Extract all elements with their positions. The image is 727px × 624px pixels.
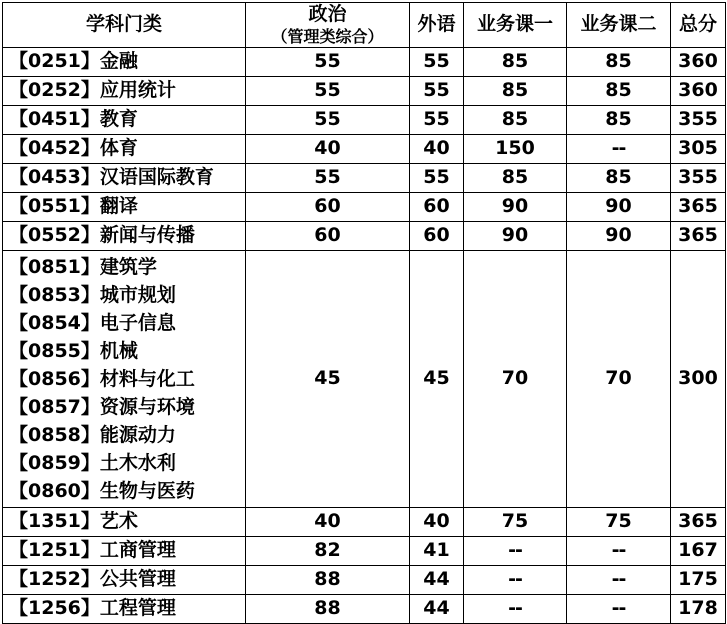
cell-total: 355 — [671, 106, 726, 135]
table-row-group — [3, 251, 726, 508]
header-politics — [246, 3, 410, 48]
cell-major: 【0451】教育 — [3, 106, 246, 135]
cell-prof2: -- — [567, 595, 671, 624]
cell-total: 360 — [671, 48, 726, 77]
cell-prof1: 85 — [464, 77, 567, 106]
cell-prof1: 75 — [464, 508, 567, 537]
header-major: 学科门类 — [3, 3, 246, 48]
table-row — [3, 106, 726, 135]
cell-foreign: 40 — [410, 508, 464, 537]
cell-politics: 55 — [246, 77, 410, 106]
cell-politics: 45 — [246, 251, 410, 508]
cell-prof1: 85 — [464, 164, 567, 193]
cell-foreign: 55 — [410, 77, 464, 106]
group-major-item: 【0860】生物与医药 — [9, 480, 195, 502]
group-major-item: 【0851】建筑学 — [9, 256, 157, 278]
cell-foreign: 45 — [410, 251, 464, 508]
cell-prof1: 150 — [464, 135, 567, 164]
cell-total: 167 — [671, 537, 726, 566]
cell-total: 355 — [671, 164, 726, 193]
cell-major: 【0552】新闻与传播 — [3, 222, 246, 251]
group-major-item: 【0856】材料与化工 — [9, 368, 195, 390]
cell-prof2: 85 — [567, 77, 671, 106]
cell-politics: 40 — [246, 135, 410, 164]
cell-total: 365 — [671, 508, 726, 537]
cell-prof1: 85 — [464, 48, 567, 77]
cell-prof2: -- — [567, 537, 671, 566]
group-major-item: 【0858】能源动力 — [9, 424, 176, 446]
cell-politics: 55 — [246, 106, 410, 135]
table-header — [3, 3, 726, 48]
cell-foreign: 55 — [410, 164, 464, 193]
cell-prof1: -- — [464, 595, 567, 624]
group-major-item: 【0857】资源与环境 — [9, 396, 195, 418]
cell-total: 360 — [671, 77, 726, 106]
cell-prof2: 85 — [567, 164, 671, 193]
cell-foreign: 55 — [410, 106, 464, 135]
cell-prof2: 85 — [567, 48, 671, 77]
header-foreign: 外语 — [410, 3, 464, 48]
cell-prof2: 75 — [567, 508, 671, 537]
score-table — [2, 2, 726, 624]
table-row — [3, 193, 726, 222]
cell-foreign: 60 — [410, 193, 464, 222]
cell-prof1: 90 — [464, 193, 567, 222]
cell-prof2: 70 — [567, 251, 671, 508]
header-prof1: 业务课一 — [464, 3, 567, 48]
cell-major: 【1256】工程管理 — [3, 595, 246, 624]
cell-total: 300 — [671, 251, 726, 508]
cell-major: 【0251】金融 — [3, 48, 246, 77]
cell-major: 【0252】应用统计 — [3, 77, 246, 106]
table-row — [3, 77, 726, 106]
cell-prof2: 85 — [567, 106, 671, 135]
cell-politics: 55 — [246, 48, 410, 77]
cell-prof1: 70 — [464, 251, 567, 508]
cell-foreign: 40 — [410, 135, 464, 164]
cell-foreign: 60 — [410, 222, 464, 251]
cell-politics: 40 — [246, 508, 410, 537]
cell-major: 【0453】汉语国际教育 — [3, 164, 246, 193]
header-politics-line2: （管理类综合） — [271, 26, 384, 46]
header-prof2: 业务课二 — [567, 3, 671, 48]
cell-prof2: 90 — [567, 193, 671, 222]
table-row — [3, 164, 726, 193]
cell-major: 【0551】翻译 — [3, 193, 246, 222]
group-major-item: 【0853】城市规划 — [9, 284, 176, 306]
cell-total: 365 — [671, 222, 726, 251]
header-politics-line1: 政治 — [308, 3, 347, 26]
cell-politics: 88 — [246, 595, 410, 624]
cell-politics: 60 — [246, 193, 410, 222]
cell-major: 【1251】工商管理 — [3, 537, 246, 566]
table-row — [3, 48, 726, 77]
cell-foreign: 44 — [410, 595, 464, 624]
cell-prof2: 90 — [567, 222, 671, 251]
header-total: 总分 — [671, 3, 726, 48]
cell-politics: 60 — [246, 222, 410, 251]
table-row — [3, 135, 726, 164]
group-major-item: 【0855】机械 — [9, 340, 138, 362]
cell-major: 【1351】艺术 — [3, 508, 246, 537]
cell-prof2: -- — [567, 566, 671, 595]
cell-prof1: 85 — [464, 106, 567, 135]
cell-prof1: -- — [464, 537, 567, 566]
cell-total: 178 — [671, 595, 726, 624]
table-row — [3, 566, 726, 595]
cell-prof1: 90 — [464, 222, 567, 251]
cell-major: 【1252】公共管理 — [3, 566, 246, 595]
cell-foreign: 44 — [410, 566, 464, 595]
cell-major-group — [3, 251, 246, 508]
table-row — [3, 595, 726, 624]
cell-total: 175 — [671, 566, 726, 595]
table-row — [3, 508, 726, 537]
cell-politics: 88 — [246, 566, 410, 595]
cell-major: 【0452】体育 — [3, 135, 246, 164]
cell-foreign: 55 — [410, 48, 464, 77]
cell-foreign: 41 — [410, 537, 464, 566]
table-row — [3, 537, 726, 566]
table-body — [3, 48, 726, 624]
cell-prof1: -- — [464, 566, 567, 595]
table-row — [3, 222, 726, 251]
group-major-item: 【0859】土木水利 — [9, 452, 176, 474]
cell-politics: 82 — [246, 537, 410, 566]
cell-prof2: -- — [567, 135, 671, 164]
cell-total: 305 — [671, 135, 726, 164]
header-row — [3, 3, 726, 48]
group-major-item: 【0854】电子信息 — [9, 312, 176, 334]
cell-politics: 55 — [246, 164, 410, 193]
cell-total: 365 — [671, 193, 726, 222]
